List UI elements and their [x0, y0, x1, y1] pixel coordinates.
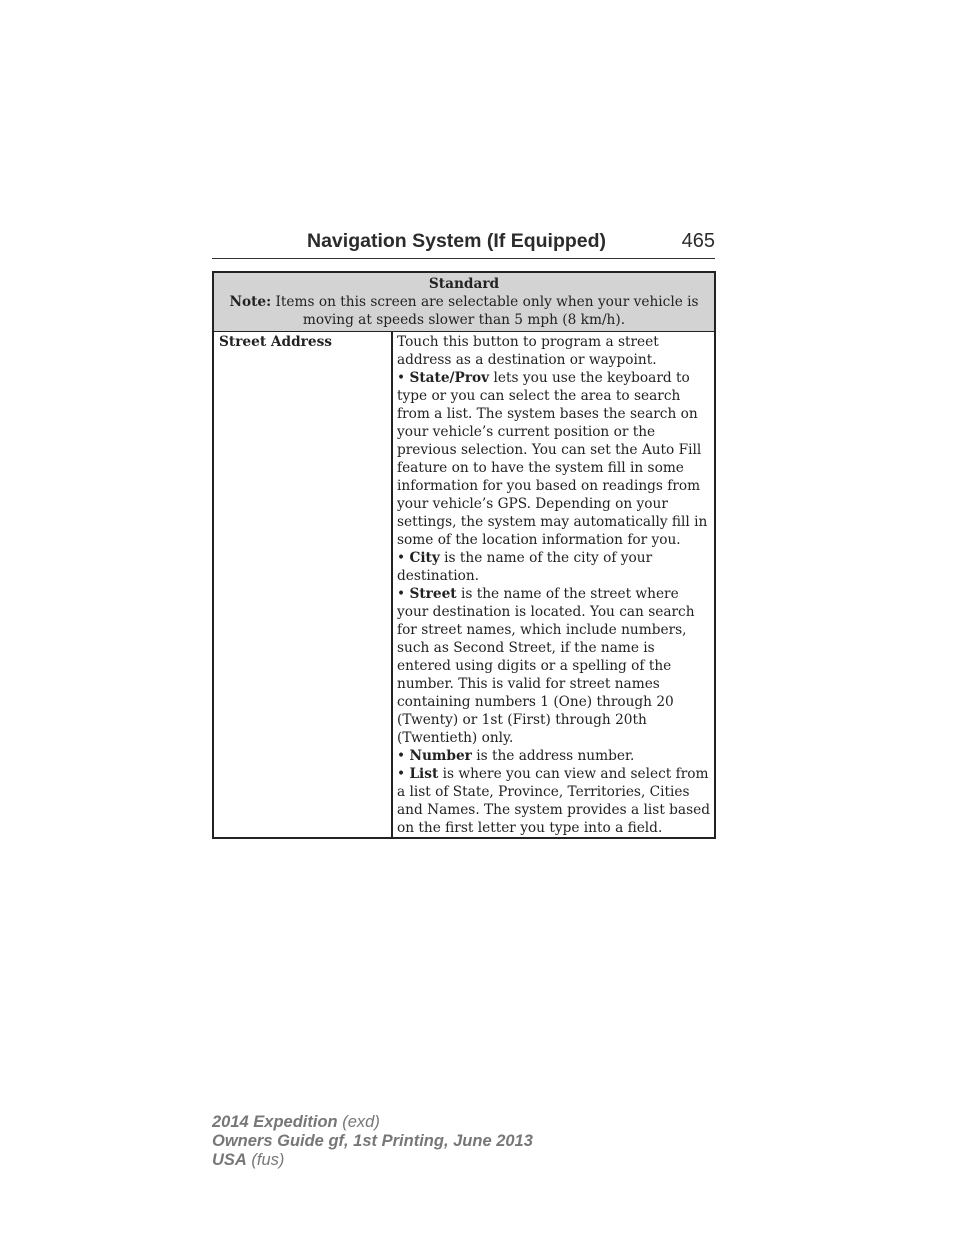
term-description: is the address number.	[471, 748, 635, 764]
term: List	[409, 766, 439, 782]
footer-line-market: USA (fus)	[212, 1151, 285, 1169]
term-description: lets you use the keyboard to type or you can select the area to search from a list. The system bases the search on your vehicle’s current position or the previous selection. You can set the Auto Fill feature on to have the system fill in some information for you based on readings from your vehicle’s GPS. Depending on your settings, the system may automatically fill in some of the location information for you.	[397, 370, 708, 548]
note-text: Items on this screen are selectable only when your vehicle is moving at speeds slower than 5 mph (8 km/h).	[271, 294, 699, 328]
term-description: is the name of the street where your destination is located. You can search for street names, which include numbers, such as Second Street, if the name is entered using digits or a spelling of the number. This is valid for street names containing numbers 1 (One) through 20 (Twenty) or 1st (First) through 20th (Twentieth) only.	[397, 586, 695, 746]
bullet: •	[397, 766, 406, 782]
intro-text: Touch this button to program a street address as a destination or waypoint.	[397, 334, 659, 368]
info-table	[212, 271, 716, 839]
list-item-number	[397, 747, 710, 765]
term: Street	[409, 586, 457, 602]
list-item-city	[397, 549, 710, 585]
table-heading: Standard	[428, 276, 500, 292]
table-header	[214, 273, 714, 332]
page-header	[212, 228, 715, 259]
term: City	[409, 550, 440, 566]
bullet: •	[397, 748, 406, 764]
bullet: •	[397, 586, 406, 602]
bullet: •	[397, 370, 406, 386]
term: Number	[409, 748, 472, 764]
term-description: is the name of the city of your destination.	[397, 550, 653, 584]
row-label: Street Address	[214, 332, 393, 837]
section-title: Navigation System (If Equipped)	[307, 230, 607, 252]
note-label: Note:	[229, 294, 272, 310]
row-description	[393, 332, 714, 837]
page-footer	[212, 1113, 533, 1170]
table-row	[214, 332, 714, 837]
footer-line-guide: Owners Guide gf, 1st Printing, June 2013	[212, 1132, 533, 1150]
page-number: 465	[681, 230, 715, 252]
list-item-state-prov	[397, 369, 710, 549]
list-item-list	[397, 765, 710, 837]
list-item-street	[397, 585, 710, 747]
footer-line-model: 2014 Expedition (exd)	[212, 1113, 380, 1131]
term: State/Prov	[409, 370, 490, 386]
note	[229, 294, 698, 328]
term-description: is where you can view and select from a list of State, Province, Territories, Cities and Names. The system provides a list based on the first letter you type into a field.	[397, 766, 710, 836]
bullet: •	[397, 550, 406, 566]
